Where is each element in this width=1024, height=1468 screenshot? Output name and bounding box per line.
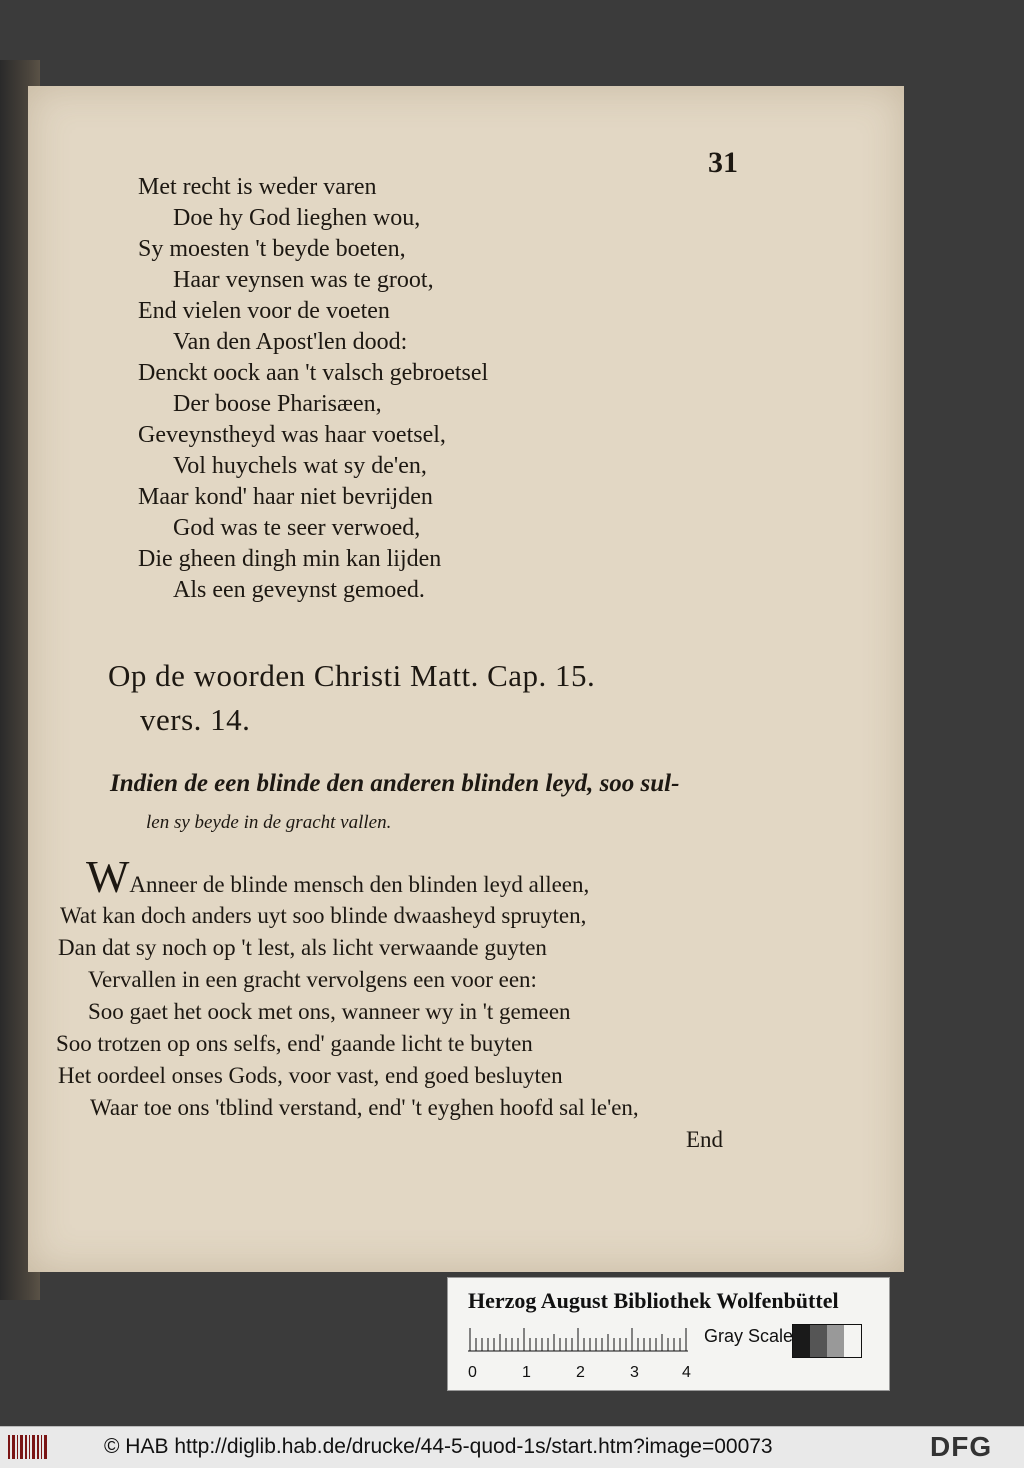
library-color-chart-label [447, 1277, 890, 1391]
poem-line: Van den Apost'len dood: [173, 329, 408, 355]
poem-line: Maar kond' haar niet bevrijden [138, 484, 433, 510]
prose-line: Het oordeel onses Gods, voor vast, end goed besluyten [58, 1063, 563, 1088]
dfg-logo: DFG [930, 1431, 993, 1462]
prose-first-line [86, 851, 590, 902]
footer-bar [0, 1426, 1024, 1468]
poem-line: Die gheen dingh min kan lijden [138, 546, 442, 572]
copyright-url[interactable]: © HAB http://diglib.hab.de/drucke/44-5-quod-1s/start.htm?image=00073 [104, 1435, 773, 1458]
poem-line: End vielen voor de voeten [138, 298, 390, 324]
poem-line: Sy moesten 't beyde boeten, [138, 236, 406, 262]
poem-line: Der boose Pharisæen, [173, 391, 382, 417]
ruler-number: 2 [576, 1364, 585, 1381]
library-name: Herzog August Bibliothek Wolfenbüttel [468, 1288, 839, 1313]
poem-line: Geveynstheyd was haar voetsel, [138, 422, 446, 448]
drop-cap: W [86, 851, 130, 902]
prose-line: Anneer de blinde mensch den blinden leyd alleen, [129, 872, 590, 897]
grayscale-label: Gray Scale [704, 1326, 794, 1346]
prose-line: Dan dat sy noch op 't lest, als licht verwaande guyten [58, 935, 547, 960]
poem-line: Haar veynsen was te groot, [173, 267, 434, 293]
ruler-number: 4 [682, 1364, 691, 1381]
ruler-icon [468, 1324, 688, 1352]
poem-line: Vol huychels wat sy de'en, [173, 453, 427, 479]
poem-line: Met recht is weder varen [138, 174, 377, 200]
section-heading: Op de woorden Christi Matt. Cap. 15. [108, 658, 596, 693]
italic-subheading: Indien de een blinde den anderen blinden leyd, soo sul- [110, 770, 680, 797]
poem-line: Denckt oock aan 't valsch gebroetsel [138, 360, 489, 386]
ruler-number: 1 [522, 1364, 531, 1381]
italic-subheading-continued: len sy beyde in de gracht vallen. [146, 812, 392, 833]
poem-line: Als een geveynst gemoed. [173, 577, 425, 603]
poem-line: God was te seer verwoed, [173, 515, 421, 541]
ruler-number: 0 [468, 1364, 477, 1381]
prose-line: Waar toe ons 'tblind verstand, end' 't eyghen hoofd sal le'en, [90, 1095, 639, 1120]
ruler-number: 3 [630, 1364, 639, 1381]
page-number: 31 [708, 146, 738, 179]
prose-line: Wat kan doch anders uyt soo blinde dwaasheyd spruyten, [60, 903, 587, 928]
prose-line: Vervallen in een gracht vervolgens een voor een: [88, 967, 537, 992]
prose-line: Soo trotzen op ons selfs, end' gaande licht te buyten [56, 1031, 533, 1056]
barcode-icon [8, 1433, 48, 1461]
section-heading-verse: vers. 14. [140, 702, 251, 737]
grayscale-swatches [792, 1324, 862, 1358]
catchword: End [686, 1127, 724, 1152]
prose-line: Soo gaet het oock met ons, wanneer wy in 't gemeen [88, 999, 571, 1024]
book-page [28, 86, 904, 1272]
poem-line: Doe hy God lieghen wou, [173, 205, 421, 231]
